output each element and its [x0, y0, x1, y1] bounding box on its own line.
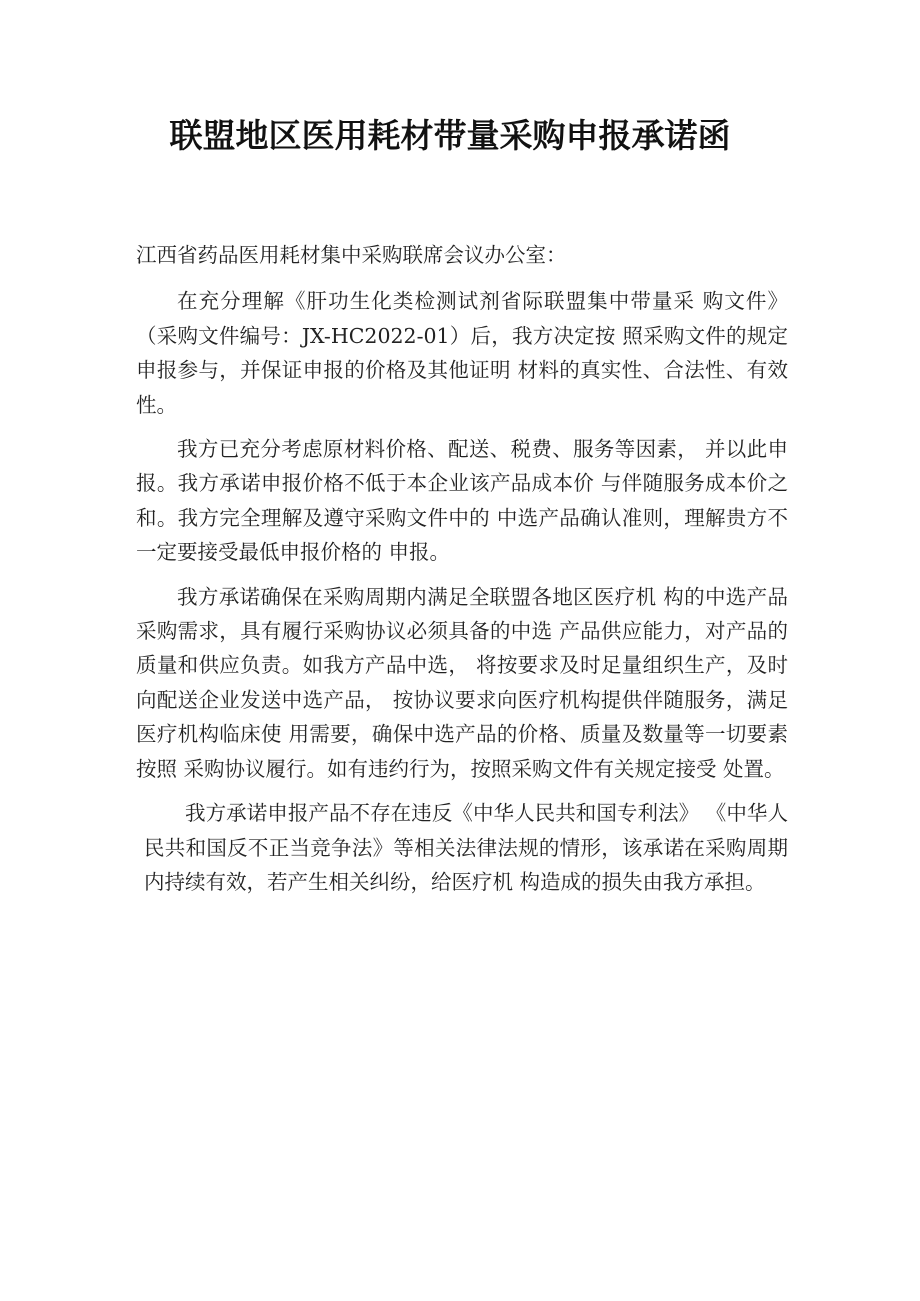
paragraph-legal: 我方承诺申报产品不存在违反《中华人民共和国专利法》 《中华人民共和国反不正当竞争法》等相关法律法规的情形，该承诺在采购周期内持续有效，若产生相关纠纷，给医疗机 构造成的损失由我方承担。: [144, 801, 788, 894]
document-title: 联盟地区医用耗材带量采购申报承诺函: [169, 116, 731, 155]
paragraph-pricing: 我方已充分考虑原材料价格、配送、税费、服务等因素， 并以此申报。我方承诺申报价格不低于本企业该产品成本价 与伴随服务成本价之和。我方完全理解及遵守采购文件中的 中选产品确认准则，理解贵方不一定要接受最低申报价格的 申报。: [136, 437, 788, 565]
document-body: [136, 238, 788, 909]
paragraph-understanding: 在充分理解《肝功生化类检测试剂省际联盟集中带量采 购文件》（采购文件编号：JX-HC2022-01）后，我方决定按 照采购文件的规定申报参与，并保证申报的价格及其他证明 材料的真实性、合法性、有效性。: [136, 289, 788, 417]
paragraph-supply: 我方承诺确保在采购周期内满足全联盟各地区医疗机 构的中选产品采购需求，具有履行采购协议必须具备的中选 产品供应能力，对产品的质量和供应负责。如我方产品中选， 将按要求及时足量组织生产，及时向配送企业发送中选产品， 按协议要求向医疗机构提供伴随服务，满足医疗机构临床使 用需要，确保中选产品的价格、质量及数量等一切要素按照 采购协议履行。如有违约行为，按照采购文件有关规定接受 处置。: [136, 584, 788, 781]
salutation: 江西省药品医用耗材集中采购联席会议办公室：: [136, 243, 567, 267]
